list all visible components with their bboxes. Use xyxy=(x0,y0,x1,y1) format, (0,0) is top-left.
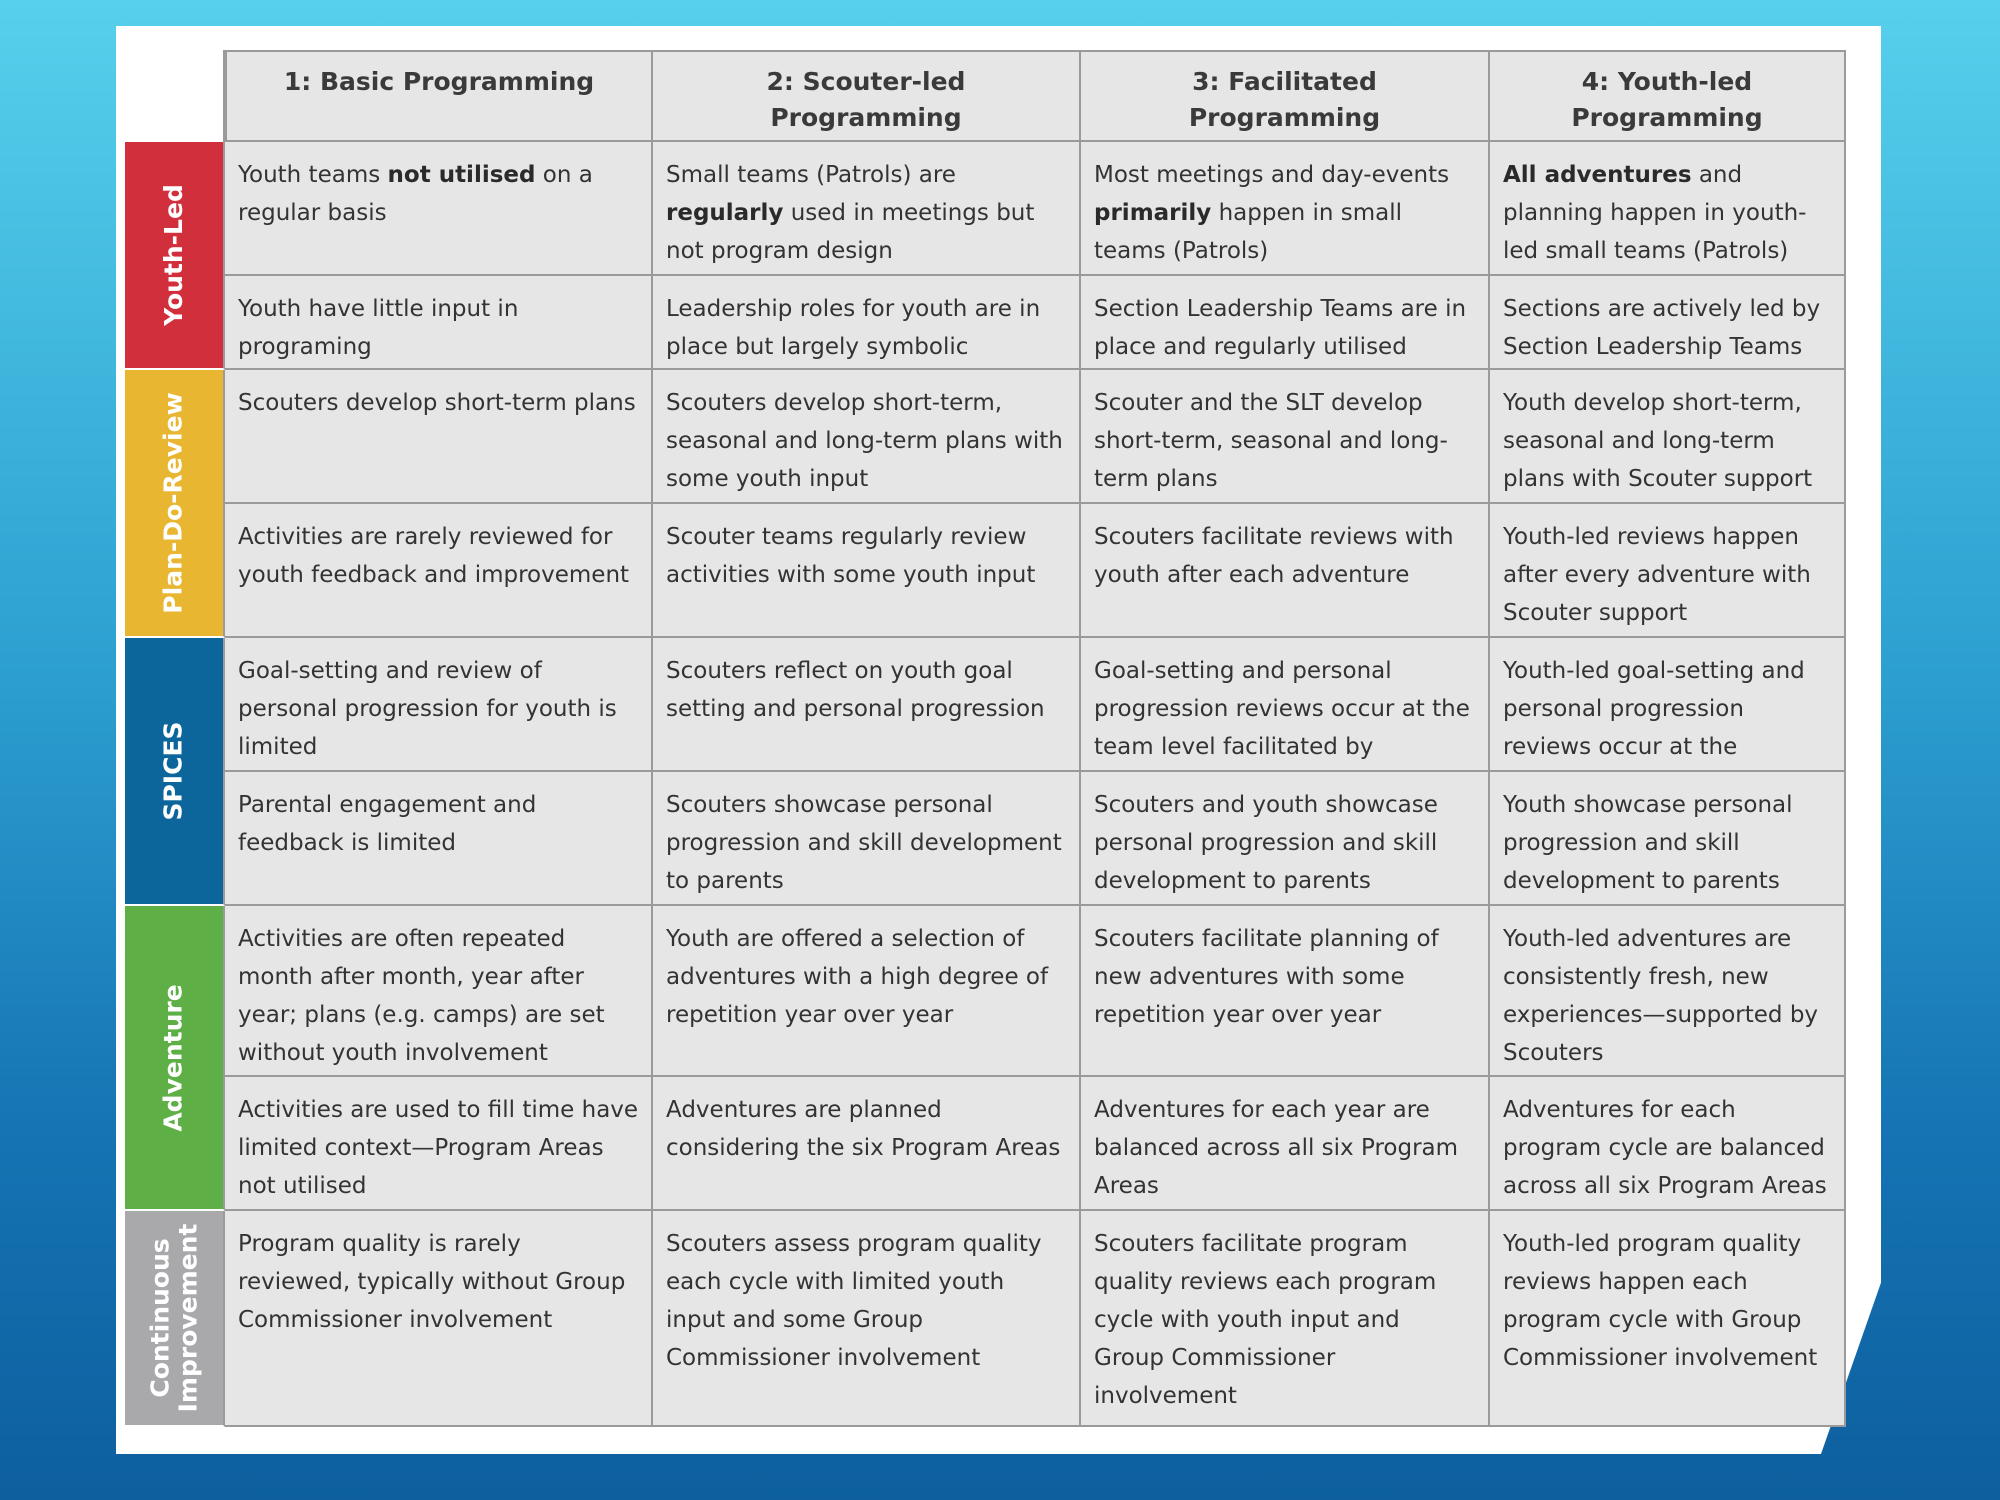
column-header-facilitated: 3: Facilitated Programming xyxy=(1081,50,1490,142)
table-cell: All adventures and planning happen in youth-led small teams (Patrols) xyxy=(1490,142,1846,276)
category-spices xyxy=(125,638,225,906)
table-cell: Scouters facilitate planning of new adventures with some repetition year over year xyxy=(1081,906,1490,1077)
table-cell: Scouters reflect on youth goal setting and personal progression xyxy=(653,638,1081,772)
table-cell: Adventures for each program cycle are balanced across all six Program Areas xyxy=(1490,1077,1846,1211)
table-cell: Scouters facilitate program quality reviews each program cycle with youth input and Group Commissioner involvement xyxy=(1081,1211,1490,1427)
table-cell: Youth are offered a selection of adventures with a high degree of repetition year over year xyxy=(653,906,1081,1077)
column-header-basic: 1: Basic Programming xyxy=(225,50,653,142)
table-cell: Scouters showcase personal progression and skill development to parents xyxy=(653,772,1081,906)
category-label: Youth-Led xyxy=(159,184,188,326)
table-cell: Youth-led reviews happen after every adventure with Scouter support xyxy=(1490,504,1846,638)
table-cell: Sections are actively led by Section Leadership Teams xyxy=(1490,276,1846,370)
table-cell: Scouters and youth showcase personal progression and skill development to parents xyxy=(1081,772,1490,906)
category-adventure xyxy=(125,906,225,1211)
table-cell: Adventures are planned considering the six Program Areas xyxy=(653,1077,1081,1211)
category-label: Continuous Improvement xyxy=(145,1223,203,1413)
category-label: Plan-Do-Review xyxy=(159,392,188,614)
table-cell: Goal-setting and review of personal progression for youth is limited xyxy=(225,638,653,772)
emphasis-text: regularly xyxy=(666,200,784,226)
table-cell: Scouters develop short-term plans xyxy=(225,370,653,504)
category-label: Adventure xyxy=(159,983,189,1132)
table-cell: Youth-led adventures are consistently fresh, new experiences—supported by Scouters xyxy=(1490,906,1846,1077)
table-cell: Youth teams not utilised on a regular basis xyxy=(225,142,653,276)
category-youth-led xyxy=(125,142,225,370)
category-plan-do-review xyxy=(125,370,225,638)
table-cell: Scouters assess program quality each cycle with limited youth input and some Group Commissioner involvement xyxy=(653,1211,1081,1427)
table-cell: Youth have little input in programing xyxy=(225,276,653,370)
table-cell: Parental engagement and feedback is limited xyxy=(225,772,653,906)
table-cell: Youth showcase personal progression and skill development to parents xyxy=(1490,772,1846,906)
table-cell: Scouter teams regularly review activities with some youth input xyxy=(653,504,1081,638)
table-cell: Program quality is rarely reviewed, typically without Group Commissioner involvement xyxy=(225,1211,653,1427)
table-cell: Activities are often repeated month after month, year after year; plans (e.g. camps) are set without youth involvement xyxy=(225,906,653,1077)
table-cell: Leadership roles for youth are in place but largely symbolic xyxy=(653,276,1081,370)
table-corner xyxy=(125,50,225,142)
table-cell: Goal-setting and personal progression reviews occur at the team level facilitated by xyxy=(1081,638,1490,772)
table-cell: Most meetings and day-events primarily happen in small teams (Patrols) xyxy=(1081,142,1490,276)
category-continuous-improvement xyxy=(125,1211,225,1427)
table-cell: Scouters develop short-term, seasonal and long-term plans with some youth input xyxy=(653,370,1081,504)
table-cell: Section Leadership Teams are in place and regularly utilised xyxy=(1081,276,1490,370)
table-cell: Youth develop short-term, seasonal and long-term plans with Scouter support xyxy=(1490,370,1846,504)
table-cell: Scouters facilitate reviews with youth after each adventure xyxy=(1081,504,1490,638)
category-label: SPICES xyxy=(159,721,188,821)
table-cell: Scouter and the SLT develop short-term, seasonal and long-term plans xyxy=(1081,370,1490,504)
table-cell: Activities are used to fill time have limited context—Program Areas not utilised xyxy=(225,1077,653,1211)
table-cell: Adventures for each year are balanced across all six Program Areas xyxy=(1081,1077,1490,1211)
programming-matrix-table xyxy=(125,50,1846,1427)
emphasis-text: primarily xyxy=(1094,200,1212,226)
table-cell: Youth-led program quality reviews happen each program cycle with Group Commissioner involvement xyxy=(1490,1211,1846,1427)
table-cell: Activities are rarely reviewed for youth feedback and improvement xyxy=(225,504,653,638)
emphasis-text: All adventures xyxy=(1503,162,1692,188)
column-header-youth-led: 4: Youth-led Programming xyxy=(1490,50,1846,142)
emphasis-text: not utilised xyxy=(387,162,536,188)
column-header-scouter-led: 2: Scouter-led Programming xyxy=(653,50,1081,142)
table-cell: Youth-led goal-setting and personal progression reviews occur at the xyxy=(1490,638,1846,772)
table-cell: Small teams (Patrols) are regularly used in meetings but not program design xyxy=(653,142,1081,276)
